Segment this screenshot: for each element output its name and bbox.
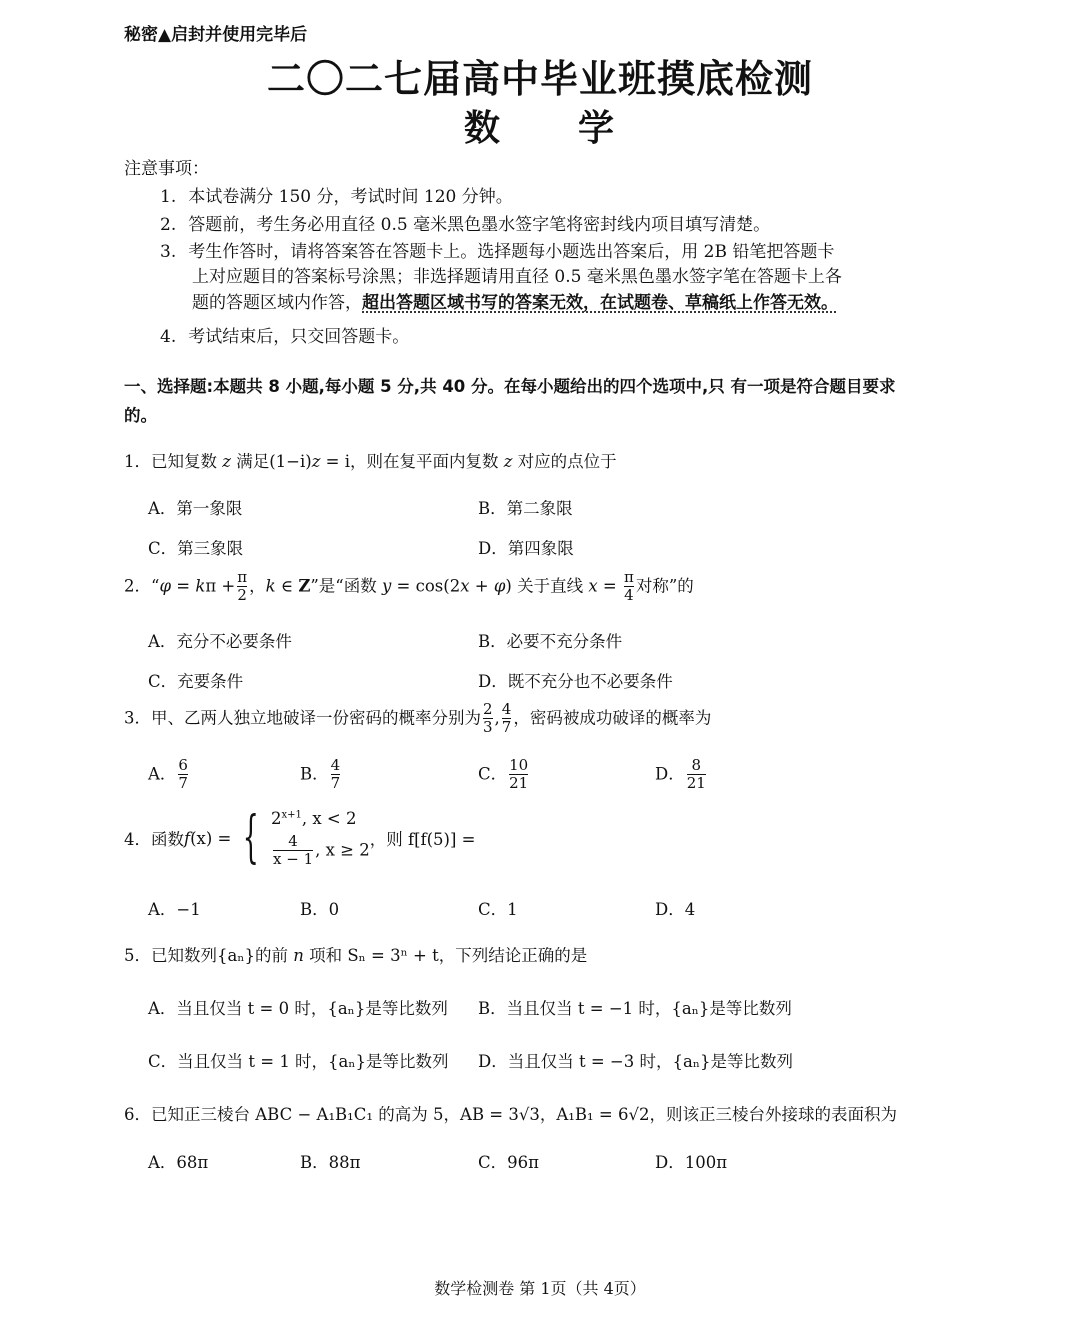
q3-option-b: B． $\frac{4}{7}$ — [300, 756, 341, 792]
piecewise-cases: $2^{x+1}$, x < 2 $\frac{4}{x - 1}$ , x ≥ 2 — [271, 808, 370, 868]
q2-option-d: D．既不充分也不必要条件 — [478, 672, 673, 691]
q6-option-b: B．88π — [300, 1153, 361, 1172]
section-title: 一、选择题:本题共 8 小题,每小题 5 分,共 40 分。在每小题给出的四个选项中,只 有一项是符合题目要求 — [124, 377, 896, 396]
q5-option-a: A．当且仅当 t = 0 时，{aₙ}是等比数列 — [148, 999, 448, 1018]
fraction: $\frac{\pi}{4}$ — [624, 568, 634, 604]
q1-option-a: A．第一象限 — [148, 499, 243, 518]
q2-option-c: C．充要条件 — [148, 672, 244, 691]
notice-item-cont: 题的答题区域内作答，超出答题区域书写的答案无效，在试题卷、草稿纸上作答无效。 — [192, 293, 838, 313]
question-3: 3．甲、乙两人独立地破译一份密码的概率分别为 $\frac{2}{3}$ , $\frac{4}{7}$ ，密码被成功破译的概率为 — [124, 700, 712, 736]
q3-option-a: A． $\frac{6}{7}$ — [148, 756, 188, 792]
q1-option-d: D．第四象限 — [478, 539, 574, 558]
q4-option-a: A．−1 — [148, 900, 201, 919]
notice-item: 2. 答题前，考生务必用直径 0.5 毫米黑色墨水签字笔将密封线内项目填写清楚。 — [160, 215, 771, 235]
notice-item: 1. 本试卷满分 150 分，考试时间 120 分钟。 — [160, 187, 513, 207]
section-title-cont: 的。 — [124, 406, 157, 425]
page-footer: 数学检测卷 第 1页（共 4页） — [434, 1279, 646, 1298]
question-4: 4．函数 f (x) = { $2^{x+1}$, x < 2 $\frac{4}{x - 1}$ , x ≥ 2 ，则 f[f(5)] = — [124, 805, 476, 870]
q5-option-d: D．当且仅当 t = −3 时，{aₙ}是等比数列 — [478, 1052, 793, 1071]
q6-option-a: A．68π — [148, 1153, 209, 1172]
q4-option-d: D．4 — [655, 900, 696, 919]
piecewise-brace: { — [243, 805, 260, 870]
q3-option-c: C． $\frac{10}{21}$ — [478, 756, 529, 792]
q5-option-c: C．当且仅当 t = 1 时，{aₙ}是等比数列 — [148, 1052, 449, 1071]
notice-heading: 注意事项： — [124, 159, 209, 179]
question-6: 6．已知正三棱台 ABC − A₁B₁C₁ 的高为 5，AB = 3√3，A₁B₁ = 6√2，则该正三棱台外接球的表面积为 — [124, 1105, 897, 1124]
subject-title: 数 学 — [463, 108, 616, 149]
q1-option-b: B．第二象限 — [478, 499, 573, 518]
q4-option-b: B．0 — [300, 900, 340, 919]
q6-option-d: D．100π — [655, 1153, 728, 1172]
fraction: $\frac{\pi}{2}$ — [237, 568, 248, 604]
notice-item: 3. 考生作答时，请将答案答在答题卡上。选择题每小题选出答案后，用 2B 铅笔把答题卡 — [160, 242, 835, 262]
question-1: 1．已知复数 z 满足(1−i)z = i，则在复平面内复数 z 对应的点位于 — [124, 452, 617, 471]
q6-option-c: C．96π — [478, 1153, 539, 1172]
q5-option-b: B．当且仅当 t = −1 时，{aₙ}是等比数列 — [478, 999, 792, 1018]
question-2: 2．“φ = kπ + $\frac{\pi}{2}$ ，k ∈ Z”是“函数 y = cos(2x + φ) 关于直线 x = $\frac{\pi}{4}$ 对称”的 — [124, 568, 694, 604]
q1-option-c: C．第三象限 — [148, 539, 244, 558]
notice-emphasis: 超出答题区域书写的答案无效，在试题卷、草稿纸上作答无效。 — [362, 293, 838, 313]
q2-option-b: B．必要不充分条件 — [478, 632, 623, 651]
exam-title: 二〇二七届高中毕业班摸底检测 — [266, 57, 813, 101]
q4-option-c: C．1 — [478, 900, 518, 919]
notice-item: 4. 考试结束后，只交回答题卡。 — [160, 327, 410, 347]
q3-option-d: D． $\frac{8}{21}$ — [655, 756, 706, 792]
q2-option-a: A．充分不必要条件 — [148, 632, 292, 651]
question-5: 5．已知数列{aₙ}的前 n 项和 Sₙ = 3ⁿ + t，下列结论正确的是 — [124, 946, 588, 965]
secret-label: 秘密▲启封并使用完毕后 — [124, 25, 308, 45]
fraction: $\frac{4}{7}$ — [501, 700, 512, 736]
fraction: $\frac{2}{3}$ — [483, 700, 493, 736]
notice-item-cont: 上对应题目的答案标号涂黑；非选择题请用直径 0.5 毫米黑色墨水签字笔在答题卡上各 — [192, 267, 842, 287]
